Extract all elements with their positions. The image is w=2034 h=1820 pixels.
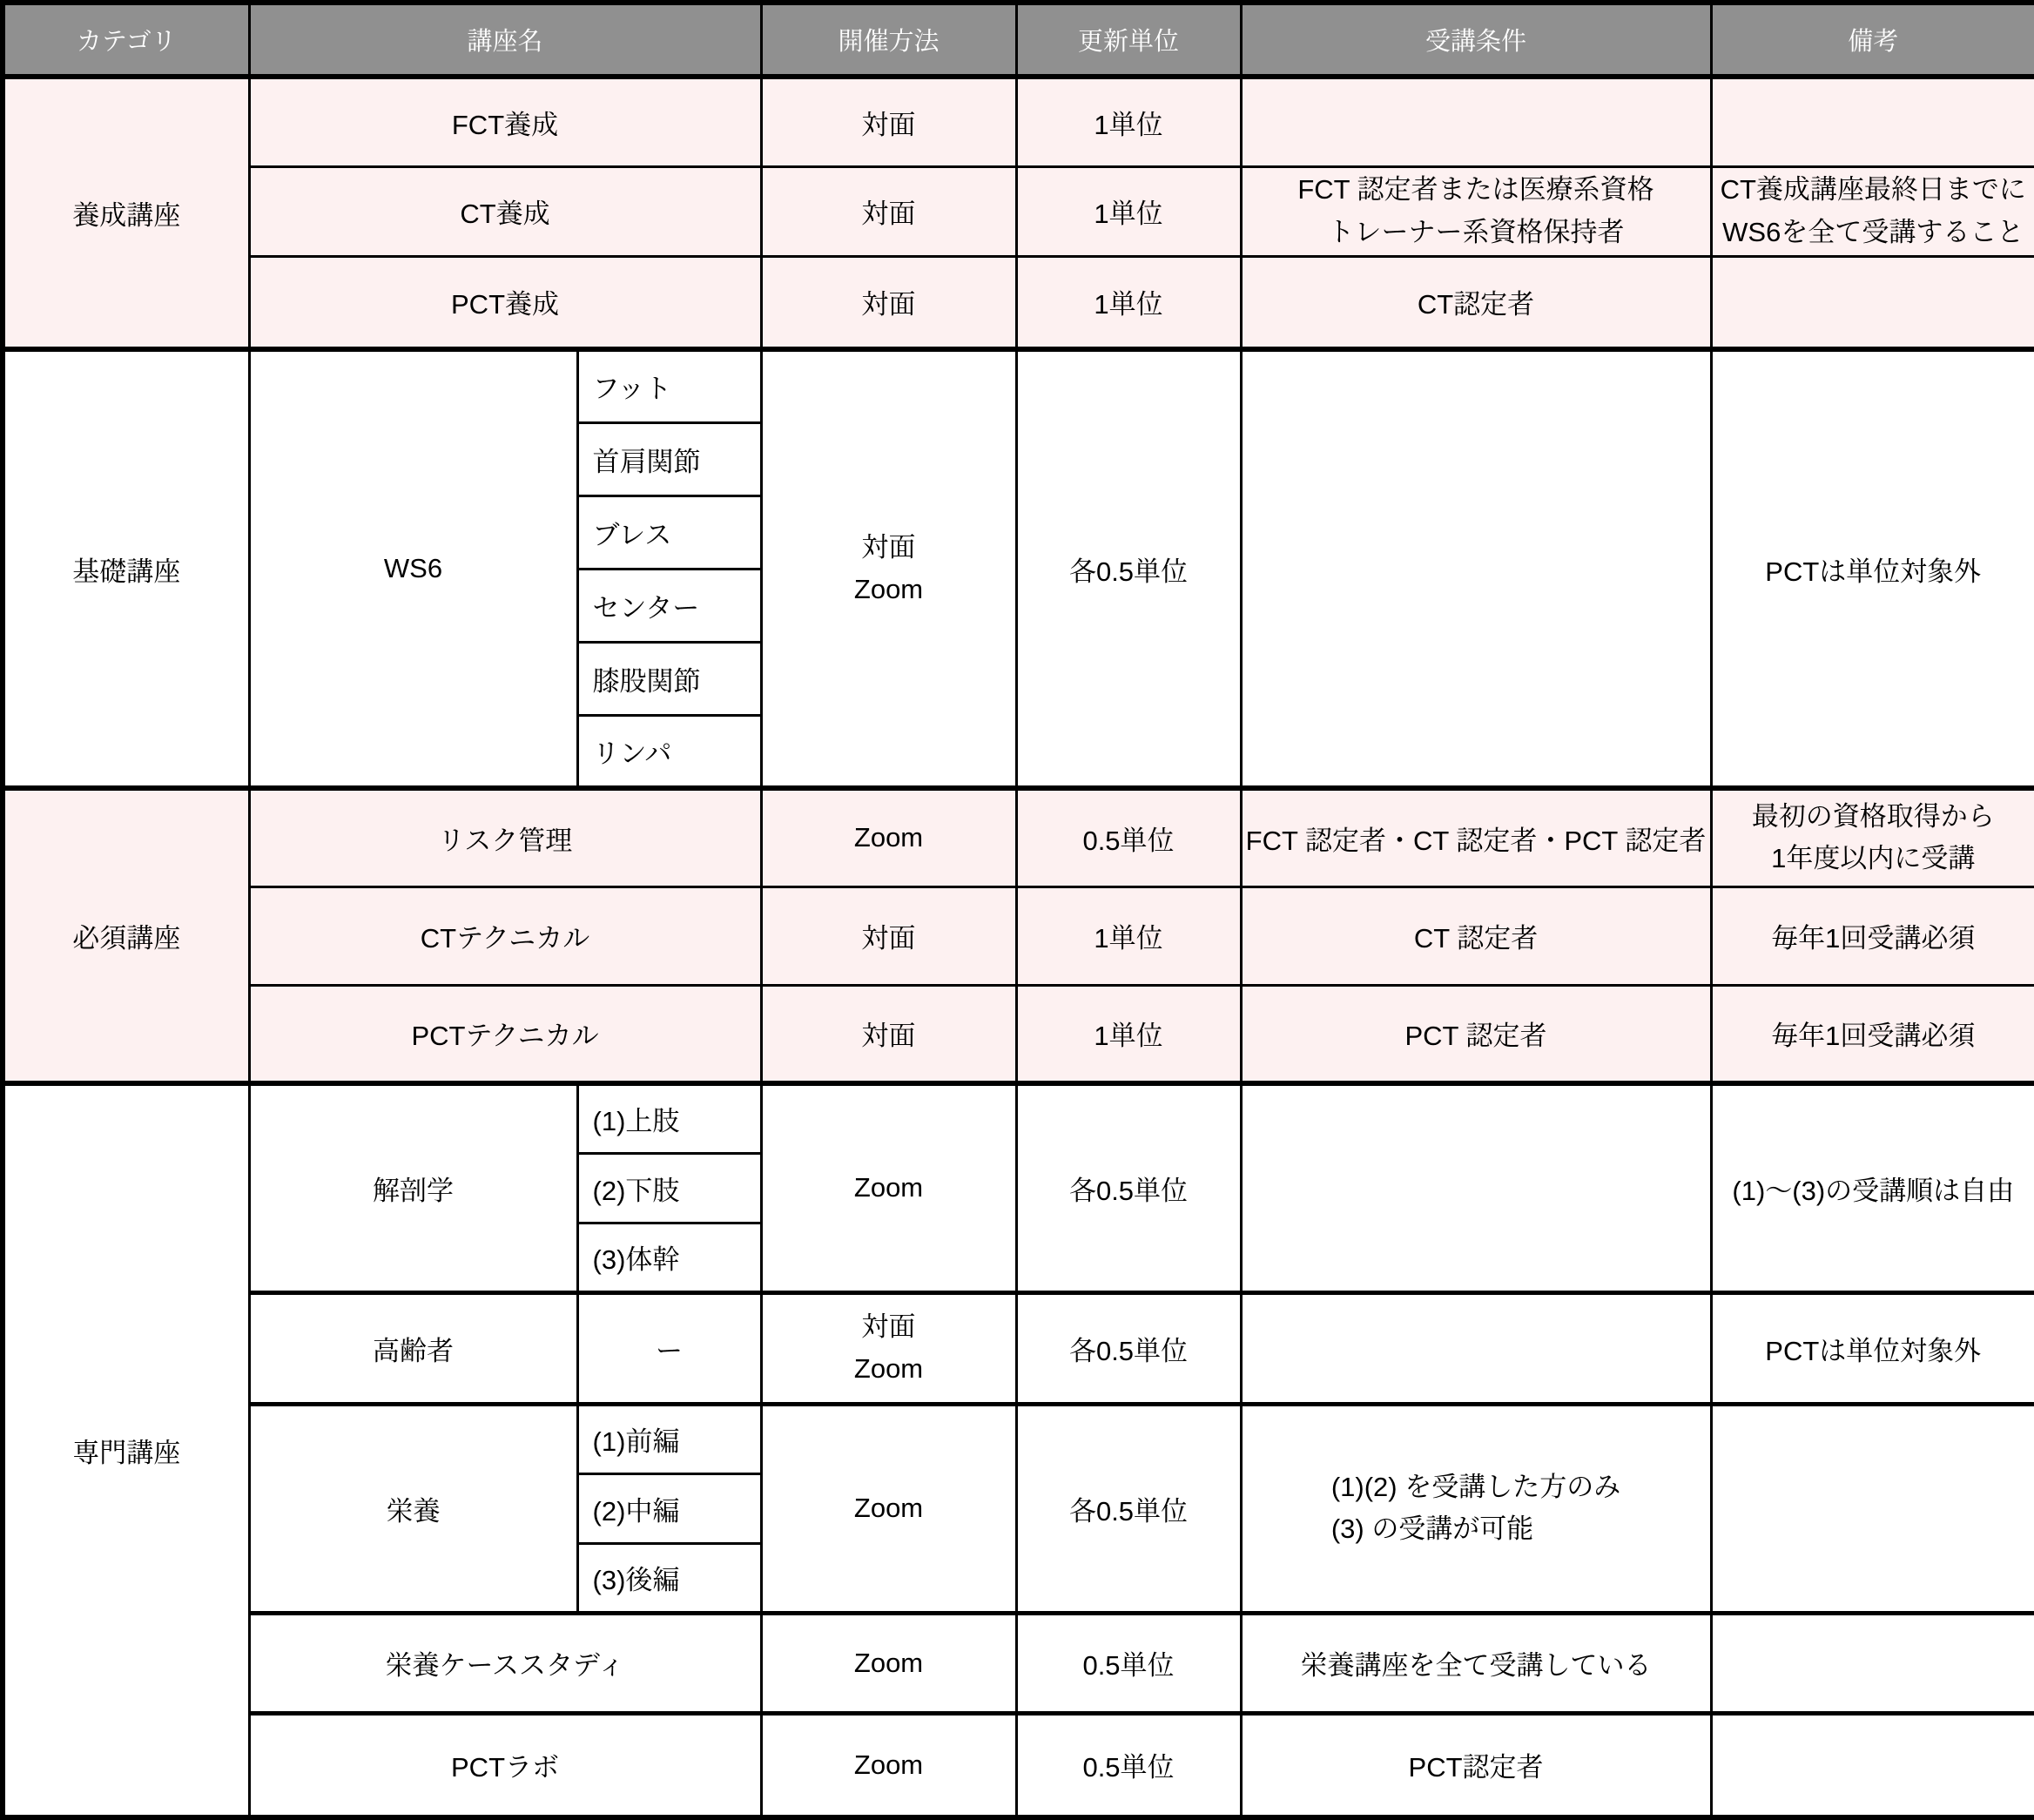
- table-row: [3, 1083, 2034, 1153]
- method-cell: 対面: [761, 77, 1016, 166]
- note-line: 最初の資格取得から: [1751, 801, 1995, 832]
- table-row: [3, 77, 2034, 166]
- note-cell: PCTは単位対象外: [1711, 1292, 2034, 1404]
- table-row: [3, 1404, 2034, 1473]
- course-name-cell: リスク管理: [249, 788, 761, 886]
- course-topic-cell: 膝股関節: [577, 642, 761, 715]
- method-cell: Zoom: [761, 1613, 1016, 1713]
- unit-cell: 各0.5単位: [1016, 1083, 1241, 1292]
- course-name-cell: CTテクニカル: [249, 886, 761, 985]
- unit-cell: 1単位: [1016, 985, 1241, 1083]
- condition-cell: [1241, 166, 1711, 256]
- header-cell-course: 講座名: [249, 3, 761, 77]
- note-cell: [1711, 166, 2034, 256]
- note-cell: [1711, 1404, 2034, 1613]
- course-topic-cell: リンパ: [577, 715, 761, 788]
- condition-text-block: [1331, 1466, 1620, 1550]
- condition-cell: PCT 認定者: [1241, 985, 1711, 1083]
- category-cell: 養成講座: [3, 77, 249, 349]
- note-line: CT養成講座最終日までに: [1720, 174, 2026, 206]
- course-topic-cell: 首肩関節: [577, 422, 761, 495]
- condition-cell: [1241, 349, 1711, 788]
- condition-cell: [1241, 1404, 1711, 1613]
- unit-cell: 0.5単位: [1016, 1613, 1241, 1713]
- course-topic-cell: (3)体幹: [577, 1223, 761, 1292]
- course-name-cell: 栄養: [249, 1404, 577, 1613]
- table-row: [3, 1613, 2034, 1713]
- note-cell: [1711, 1713, 2034, 1817]
- note-cell: PCTは単位対象外: [1711, 349, 2034, 788]
- table-header-row: [3, 3, 2034, 77]
- condition-cell: FCT 認定者・CT 認定者・PCT 認定者: [1241, 788, 1711, 886]
- note-line: 1年度以内に受講: [1771, 843, 1976, 874]
- note-cell: [1711, 788, 2034, 886]
- course-name-cell: 高齢者: [249, 1292, 577, 1404]
- method-cell: 対面: [761, 166, 1016, 256]
- note-cell: 毎年1回受講必須: [1711, 985, 2034, 1083]
- method-cell: [761, 349, 1016, 788]
- condition-line: (3) の受講が可能: [1330, 1513, 1534, 1544]
- unit-cell: 1単位: [1016, 166, 1241, 256]
- table-row: [3, 1292, 2034, 1404]
- unit-cell: 0.5単位: [1016, 788, 1241, 886]
- table-row: [3, 886, 2034, 985]
- header-cell-unit: 更新単位: [1016, 3, 1241, 77]
- course-name-cell: CT養成: [249, 166, 761, 256]
- course-topic-cell: (1)上肢: [577, 1083, 761, 1153]
- condition-cell: PCT認定者: [1241, 1713, 1711, 1817]
- method-cell: 対面: [761, 256, 1016, 349]
- method-line: Zoom: [853, 574, 924, 604]
- method-cell: Zoom: [761, 1404, 1016, 1613]
- condition-line: FCT 認定者または医療系資格: [1297, 174, 1654, 206]
- course-name-cell: 栄養ケーススタディ: [249, 1613, 761, 1713]
- condition-cell: [1241, 1292, 1711, 1404]
- table-row: [3, 1713, 2034, 1817]
- note-cell: [1711, 77, 2034, 166]
- category-cell: 必須講座: [3, 788, 249, 1083]
- condition-line: トレーナー系資格保持者: [1327, 216, 1625, 247]
- category-cell: 基礎講座: [3, 349, 249, 788]
- course-name-cell: PCTラボ: [249, 1713, 761, 1817]
- table-row: [3, 166, 2034, 256]
- unit-cell: 1単位: [1016, 256, 1241, 349]
- method-line: Zoom: [853, 1353, 924, 1384]
- course-topic-cell: (1)前編: [577, 1404, 761, 1473]
- course-topic-cell: (2)中編: [577, 1473, 761, 1543]
- note-cell: (1)〜(3)の受講順は自由: [1711, 1083, 2034, 1292]
- category-cell: 専門講座: [3, 1083, 249, 1817]
- method-line: 対面: [861, 1311, 916, 1342]
- condition-cell: [1241, 1083, 1711, 1292]
- header-cell-category: カテゴリ: [3, 3, 249, 77]
- condition-line: (1)(2) を受講した方のみ: [1330, 1471, 1621, 1502]
- method-line: 対面: [861, 531, 916, 563]
- table-row: [3, 256, 2034, 349]
- course-topic-cell: フット: [577, 349, 761, 422]
- course-name-cell: 解剖学: [249, 1083, 577, 1292]
- table-row: [3, 349, 2034, 422]
- unit-cell: 1単位: [1016, 77, 1241, 166]
- method-cell: Zoom: [761, 1713, 1016, 1817]
- note-cell: 毎年1回受講必須: [1711, 886, 2034, 985]
- course-name-cell: PCTテクニカル: [249, 985, 761, 1083]
- method-cell: Zoom: [761, 788, 1016, 886]
- course-topic-cell: ー: [577, 1292, 761, 1404]
- note-cell: [1711, 256, 2034, 349]
- condition-cell: CT認定者: [1241, 256, 1711, 349]
- header-cell-note: 備考: [1711, 3, 2034, 77]
- condition-cell: 栄養講座を全て受講している: [1241, 1613, 1711, 1713]
- course-name-cell: WS6: [249, 349, 577, 788]
- method-cell: Zoom: [761, 1083, 1016, 1292]
- unit-cell: 各0.5単位: [1016, 349, 1241, 788]
- condition-cell: [1241, 77, 1711, 166]
- header-cell-method: 開催方法: [761, 3, 1016, 77]
- header-cell-condition: 受講条件: [1241, 3, 1711, 77]
- course-topic-cell: (2)下肢: [577, 1153, 761, 1223]
- method-cell: 対面: [761, 886, 1016, 985]
- unit-cell: 1単位: [1016, 886, 1241, 985]
- note-line: WS6を全て受講すること: [1722, 216, 2024, 247]
- condition-cell: CT 認定者: [1241, 886, 1711, 985]
- note-cell: [1711, 1613, 2034, 1713]
- course-name-cell: FCT養成: [249, 77, 761, 166]
- table-row: [3, 985, 2034, 1083]
- unit-cell: 各0.5単位: [1016, 1292, 1241, 1404]
- method-cell: [761, 1292, 1016, 1404]
- unit-cell: 各0.5単位: [1016, 1404, 1241, 1613]
- table-row: [3, 788, 2034, 886]
- course-name-cell: PCT養成: [249, 256, 761, 349]
- course-topic-cell: ブレス: [577, 495, 761, 569]
- course-topic-cell: センター: [577, 569, 761, 642]
- course-topic-cell: (3)後編: [577, 1543, 761, 1613]
- unit-cell: 0.5単位: [1016, 1713, 1241, 1817]
- method-cell: 対面: [761, 985, 1016, 1083]
